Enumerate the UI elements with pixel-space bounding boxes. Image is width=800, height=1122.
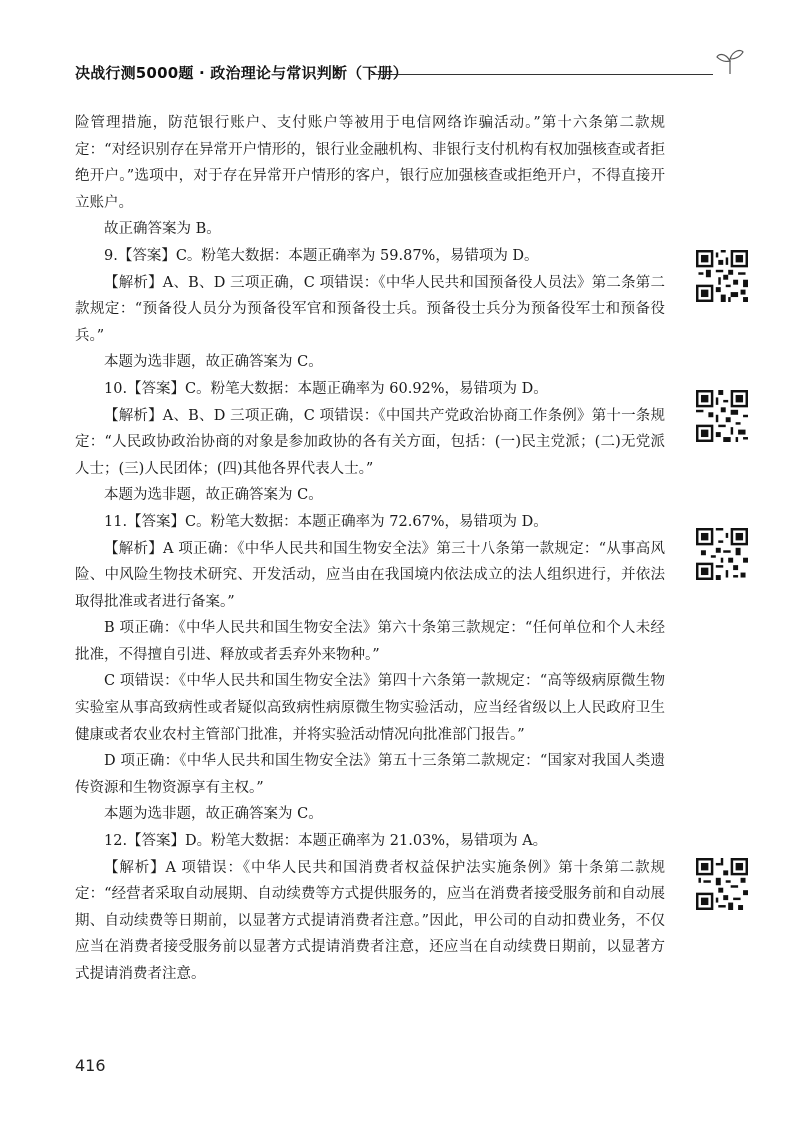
answer-conclusion-11: 本题为选非题，故正确答案为 C。 <box>104 806 323 823</box>
answer-11: 11.【答案】C。粉笔大数据：本题正确率为 72.67%，易错项为 D。 <box>104 513 548 530</box>
answer-conclusion-9: 本题为选非题，故正确答案为 C。 <box>104 354 323 371</box>
qr-code-icon[interactable] <box>696 528 748 580</box>
qr-code-icon[interactable] <box>696 390 748 442</box>
book-title: 决战行测5000题 · 政治理论与常识判断（下册） <box>75 64 408 82</box>
answer-conclusion-10: 本题为选非题，故正确答案为 C。 <box>104 487 323 504</box>
page-number: 416 <box>75 1056 106 1075</box>
explanation-10: 【解析】A、B、D 三项正确，C 项错误：《中国共产党政治协商工作条例》第十一条规定：“人民政协政治协商的对象是参加政协的各有关方面，包括：(一)民主党派；(二)无党派人士；(三)人民团体；(四)其他各界代表人士。” <box>75 407 665 477</box>
qr-code-icon[interactable] <box>696 858 748 910</box>
answer-conclusion-8: 故正确答案为 B。 <box>104 221 221 238</box>
running-header <box>75 62 745 86</box>
answer-12: 12.【答案】D。粉笔大数据：本题正确率为 21.03%，易错项为 A。 <box>104 833 548 850</box>
explanation-9: 【解析】A、B、D 三项正确，C 项错误：《中华人民共和国预备役人员法》第二条第二款规定：“预备役人员分为预备役军官和预备役士兵。预备役士兵分为预备役军士和预备役兵。” <box>75 274 665 344</box>
explanation-11-d: D 项正确：《中华人民共和国生物安全法》第五十三条第二款规定：“国家对我国人类遗传资源和生物资源享有主权。” <box>75 753 665 796</box>
page-content <box>75 110 665 988</box>
qr-code-icon[interactable] <box>696 250 748 302</box>
explanation-11-a: 【解析】A 项正确：《中华人民共和国生物安全法》第三十八条第一款规定：“从事高风险、中风险生物技术研究、开发活动，应当由在我国境内依法成立的法人组织进行，并依法取得批准或者进行备案。” <box>75 540 665 610</box>
explanation-11-c: C 项错误：《中华人民共和国生物安全法》第四十六条第一款规定：“高等级病原微生物实验室从事高致病性或者疑似高致病性病原微生物实验活动，应当经省级以上人民政府卫生健康或者农业农村主管部门批准，并将实验活动情况向批准部门报告。” <box>75 673 665 743</box>
header-rule <box>371 74 713 75</box>
answer-9: 9.【答案】C。粉笔大数据：本题正确率为 59.87%，易错项为 D。 <box>104 247 539 264</box>
answer-10: 10.【答案】C。粉笔大数据：本题正确率为 60.92%，易错项为 D。 <box>104 380 548 397</box>
paragraph-continued: 险管理措施，防范银行账户、支付账户等被用于电信网络诈骗活动。”第十六条第二款规定：“对经识别存在异常开户情形的，银行业金融机构、非银行支付机构有权加强核查或者拒绝开户。”选项中，对于存在异常开户情形的客户，银行应加强核查或拒绝开户，不得直接开立账户。 <box>75 115 665 211</box>
explanation-12-a: 【解析】A 项错误：《中华人民共和国消费者权益保护法实施条例》第十条第二款规定：“经营者采取自动展期、自动续费等方式提供服务的，应当在消费者接受服务前和自动展期、自动续费等日期前，以显著方式提请消费者注意。”因此，甲公司的自动扣费业务，不仅应当在消费者接受服务前以显著方式提请消费者注意，还应当在自动续费日期前，以显著方式提请消费者注意。 <box>75 859 665 982</box>
explanation-11-b: B 项正确：《中华人民共和国生物安全法》第六十条第三款规定：“任何单位和个人未经批准，不得擅自引进、释放或者丢弃外来物种。” <box>75 620 665 663</box>
sprout-icon <box>715 46 745 76</box>
